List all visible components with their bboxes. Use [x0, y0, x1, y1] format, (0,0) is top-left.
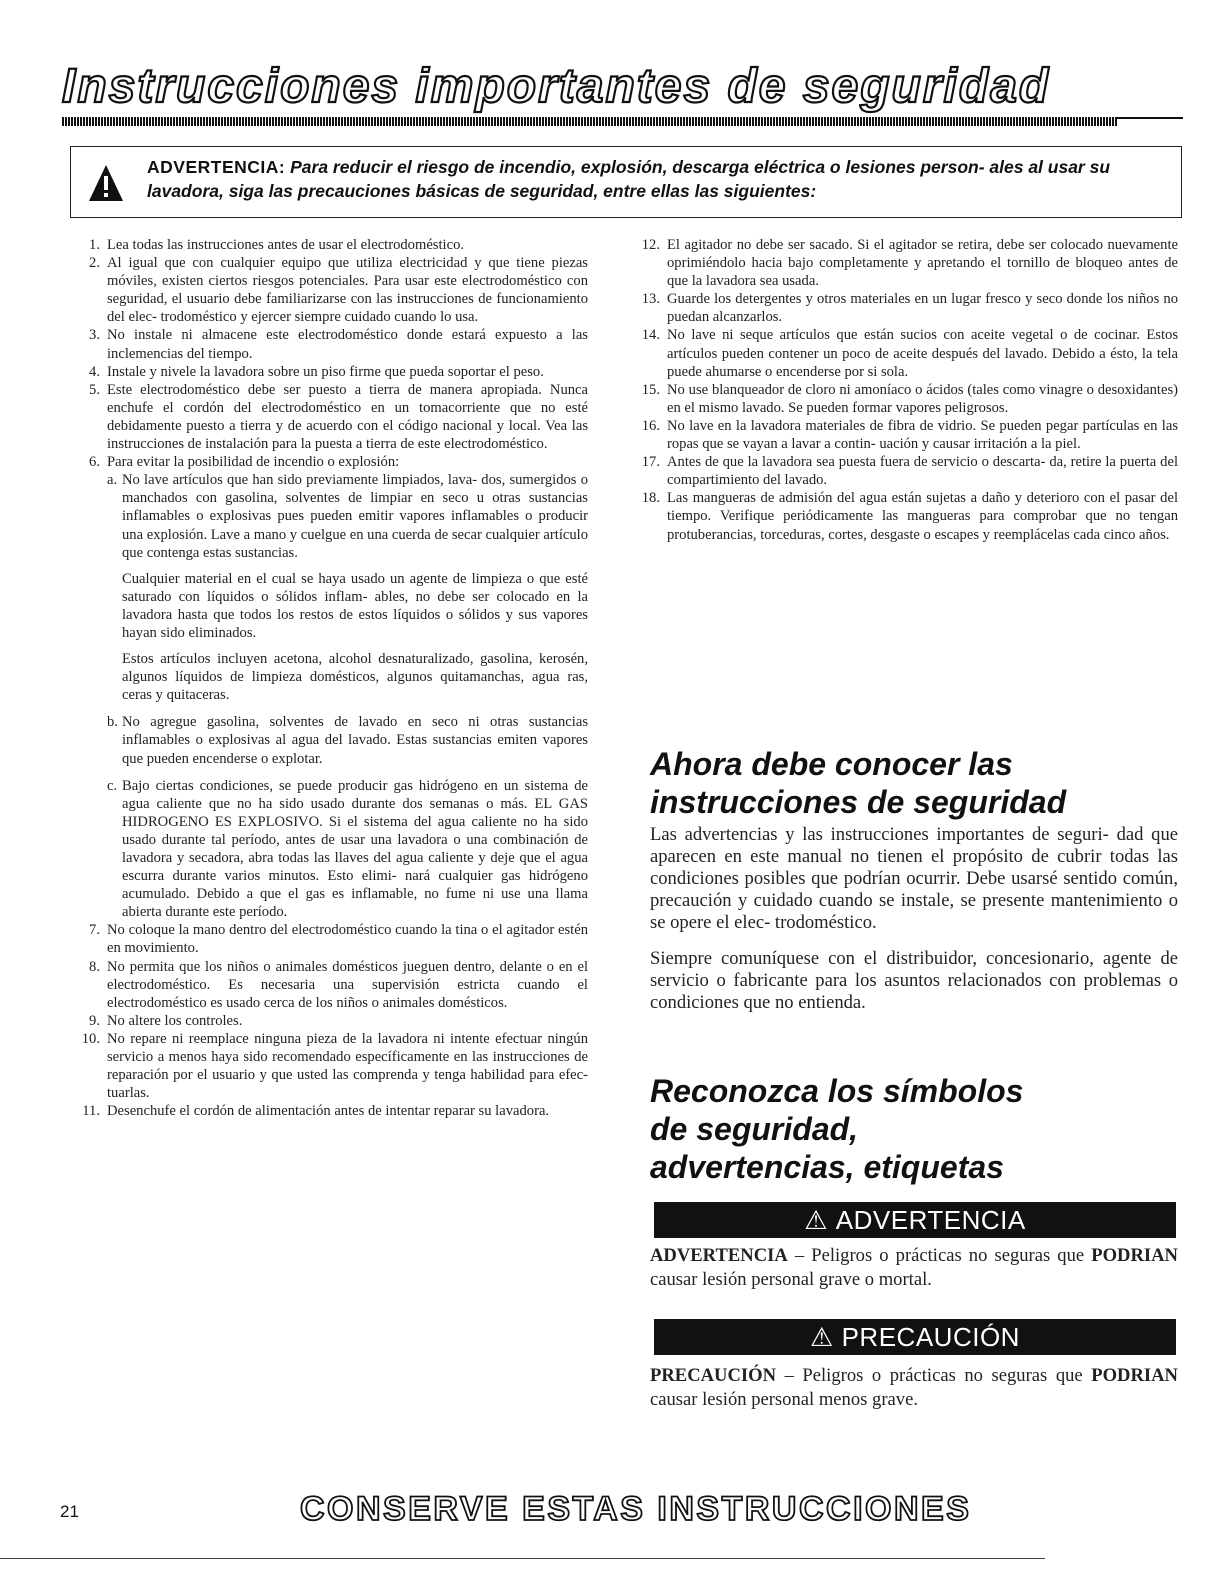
item-text: Este electrodoméstico debe ser puesto a tierra de manera apropiada. Nunca enchufe el cordón del electrodoméstico en un tomacorriente que no esté debidamente puesto a tierra y de acuerdo con el código nacional y local. Vea las instrucciones de instalación para la puesta a tierra de este electrodoméstico.: [107, 381, 588, 453]
warning-banner: [654, 1202, 1176, 1238]
item-number: 11.: [82, 1103, 100, 1120]
paragraph: Siempre comuníquese con el distribuidor, concesionario, agente de servicio o fabricante para los asuntos relacionados con problemas o condiciones que no entienda.: [650, 948, 1178, 1013]
list-item: [638, 417, 1178, 453]
list-item: [78, 1012, 588, 1030]
item-number: 6.: [89, 454, 100, 471]
emphasis-word: PODRIAN: [1091, 1245, 1178, 1266]
sub-item-paragraph: Estos artículos incluyen acetona, alcohol desnaturalizado, gasolina, kerosén, algunos líquidos de limpieza domésticos, algunos quitamanchas, agua ras, ceras y quitaceras.: [122, 651, 588, 704]
heading-line: Reconozca los símbolos: [650, 1073, 1024, 1109]
list-item: [78, 921, 588, 957]
warning-body: Para reducir el riesgo de incendio, explosión, descarga eléctrica o lesiones person- ales al usar su lavadora, siga las precauciones básicas de seguridad, entre ellas las siguientes:: [147, 157, 1111, 201]
section-heading-symbols: [650, 1072, 1023, 1186]
definition-text: – Peligros o prácticas no seguras que: [776, 1365, 1092, 1386]
heading-line: advertencias, etiquetas: [650, 1149, 1004, 1185]
item-number: 5.: [89, 381, 100, 398]
warning-banner-label: ADVERTENCIA: [835, 1205, 1026, 1235]
section-heading-now: [650, 745, 1066, 821]
item-text: No repare ni reemplace ninguna pieza de la lavadora ni intente efectuar ningún servicio a menos haya sido recomendado específicamente en las instrucciones de reparación por el usuario y que usted las comprenda y tenga habilidad para efec- tuarlas.: [107, 1030, 588, 1102]
list-item: [78, 363, 588, 381]
list-item: [638, 453, 1178, 489]
item-text: Las mangueras de admisión del agua están sujetas a daño y deterioro con el pasar del tiempo. Verifique periódicamente las mangueras para comprobar que no tengan protuberancias, torceduras, cortes, desgaste o escapes y reemplácelas cada cinco años.: [667, 490, 1178, 543]
sub-item: [78, 471, 588, 561]
safety-list-right: [638, 236, 1178, 544]
item-text: Para evitar la posibilidad de incendio o explosión:: [107, 454, 400, 471]
heading-line: de seguridad,: [650, 1111, 859, 1147]
sub-item-paragraph: Cualquier material en el cual se haya usado un agente de limpieza o que esté saturado con líquidos o sólidos inflam- ables, no debe ser colocado en la lavadora hasta que todos los restos de estos líquidos o sólidos y sus vapores hayan sido eliminados.: [122, 570, 588, 641]
list-item: [78, 326, 588, 362]
item-text: Antes de que la lavadora sea puesta fuera de servicio o descarta- da, retire la puerta del compartimiento del lavado.: [667, 454, 1178, 489]
list-item: [638, 381, 1178, 417]
item-text: Al igual que con cualquier equipo que utiliza electricidad y que tiene piezas móviles, existen ciertos riesgos potenciales. Para usar este electrodoméstico con seguridad, el usuario debe familiarizarse con las instrucciones de funcionamiento del elec- trodoméstico y ejercer siempre cuidado cuando lo usa.: [107, 255, 588, 326]
sub-item-label: b.: [107, 714, 118, 731]
caution-definition: [650, 1364, 1178, 1412]
warning-box: [70, 146, 1182, 218]
sub-item-text: No lave artículos que han sido previamente limpiados, lava- dos, sumergidos o manchados con gasolina, solventes de limpiar en seco u otras sustancias inflamables o explosivas pues pueden emitir vapores inflamables o producir una explosión. Lave a mano y cuelgue en una cuerda de secar cualquier artículo que contenga estas sustancias.: [122, 472, 588, 561]
list-item: [638, 236, 1178, 290]
heading-line: Ahora debe conocer las: [650, 746, 1013, 782]
item-number: 17.: [641, 454, 660, 471]
warning-definition: [650, 1244, 1178, 1292]
warning-triangle-icon: [88, 163, 124, 203]
item-text: No coloque la mano dentro del electrodoméstico cuando la tina o el agitador estén en movimiento.: [107, 922, 588, 957]
item-text: Guarde los detergentes y otros materiales en un lugar fresco y seco donde los niños no puedan alcanzarlos.: [667, 291, 1178, 326]
list-item: [638, 489, 1178, 543]
item-text: Lea todas las instrucciones antes de usar el electrodoméstico.: [107, 237, 465, 253]
section-now-body: [650, 824, 1178, 1028]
sub-item-label: c.: [107, 777, 118, 794]
warning-text: [147, 155, 1167, 203]
definition-text: causar lesión personal menos grave.: [650, 1389, 918, 1410]
item-text: No lave en la lavadora materiales de fibra de vidrio. Se pueden pegar partículas en las ropas que se vayan a lavar a contin- uación y causar irritación a la piel.: [667, 417, 1178, 453]
heading-line: instrucciones de seguridad: [650, 784, 1067, 820]
item-number: 8.: [89, 958, 100, 975]
item-text: Desenchufe el cordón de alimentación antes de intentar reparar su lavadora.: [107, 1103, 550, 1120]
footer-title: CONSERVE ESTAS INSTRUCCIONES: [300, 1490, 972, 1528]
page-number: 21: [60, 1502, 79, 1521]
safety-list-left: [78, 236, 588, 1120]
item-text: No permita que los niños o animales domésticos jueguen dentro, delante o en el electrodoméstico. Es necesaria una supervisión estricta cuando el electrodoméstico es usado cerca de los niños o animales domésticos.: [107, 958, 588, 1011]
paragraph: Las advertencias y las instrucciones importantes de seguri- dad que aparecen en este manual no tienen el propósito de cubrir todas las condiciones posibles que podrían ocurrir. Debe usarsé sentido común, precaución y cuidado cuando se instale, se presente mantenimiento o se opere el elec- trodoméstico.: [650, 824, 1178, 933]
emphasis-word: PODRIAN: [1091, 1365, 1178, 1386]
list-item: [638, 326, 1178, 380]
list-item: [78, 381, 588, 453]
warning-triangle-icon: ⚠: [810, 1322, 834, 1352]
item-number: 4.: [89, 363, 100, 380]
item-number: 10.: [81, 1030, 100, 1047]
sub-item-text: Bajo ciertas condiciones, se puede producir gas hidrógeno en un sistema de agua caliente que no ha sido usado durante dos semanas o más. EL GAS HIDROGENO ES EXPLOSIVO. Si el sistema del agua caliente no ha sido usado durante tal período, antes de usar una lavadora o una combinación de lavadora y secadora, abra todas las llaves del agua caliente y deje que el agua escurra durante varios minutos. Esto elimi- nará cualquier gas hidrógeno acumulado. Debido a que el gas es inflamable, no fume ni use una llama abierta durante este período.: [122, 777, 588, 921]
item-number: 7.: [89, 922, 100, 939]
sub-item-text: No agregue gasolina, solventes de lavado en seco ni otras sustancias inflamables o explosivas al agua del lavado. Estas sustancias emiten vapores que pueden encenderse o explotar.: [122, 714, 588, 767]
caution-banner: [654, 1319, 1176, 1355]
item-number: 14.: [641, 327, 660, 344]
item-number: 13.: [641, 291, 660, 308]
item-number: 3.: [89, 327, 100, 344]
item-number: 18.: [641, 490, 660, 507]
warning-triangle-icon: ⚠: [804, 1205, 829, 1235]
list-item: [78, 453, 588, 471]
page-title: Instrucciones importantes de seguridad: [62, 60, 1051, 113]
item-number: 2.: [89, 255, 100, 272]
item-number: 9.: [89, 1012, 100, 1029]
item-number: 1.: [89, 237, 100, 253]
item-text: El agitador no debe ser sacado. Si el agitador se retira, debe ser colocado nuevamente oprimiéndolo hacia bajo completamente y apretando el tornillo de bloqueo antes de que la lavadora sea usada.: [667, 237, 1178, 290]
caution-banner-label: PRECAUCIÓN: [841, 1322, 1020, 1352]
signal-word: ADVERTENCIA: [650, 1245, 788, 1266]
bottom-rule: [0, 1558, 1045, 1559]
list-item: [78, 236, 588, 254]
item-text: No use blanqueador de cloro ni amoníaco o ácidos (tales como vinagre o desoxidantes) en el mismo lavado. Se pueden formar vapores peligrosos.: [667, 381, 1178, 416]
definition-text: – Peligros o prácticas no seguras que: [787, 1245, 1092, 1266]
warning-lead: ADVERTENCIA:: [147, 157, 286, 177]
list-item: [638, 290, 1178, 326]
list-item: [78, 958, 588, 1012]
list-item: [78, 254, 588, 326]
definition-text: causar lesión personal grave o mortal.: [650, 1269, 932, 1290]
sub-item: [78, 777, 588, 922]
item-number: 15.: [641, 381, 660, 398]
item-text: No instale ni almacene este electrodoméstico donde estará expuesto a las inclemencias del tiempo.: [107, 327, 588, 362]
title-underline: [62, 117, 1117, 126]
signal-word: PRECAUCIÓN: [650, 1365, 777, 1386]
title-underline-tail: [1117, 117, 1183, 119]
item-text: No altere los controles.: [107, 1012, 243, 1029]
item-number: 16.: [641, 417, 660, 434]
item-number: 12.: [641, 237, 660, 253]
sub-item-label: a.: [107, 472, 118, 489]
list-item: [78, 1030, 588, 1102]
item-text: Instale y nivele la lavadora sobre un piso firme que pueda soportar el peso.: [107, 363, 544, 380]
sub-item: [78, 713, 588, 767]
item-text: No lave ni seque artículos que están sucios con aceite vegetal o de cocinar. Estos artículos pueden contener un poco de aceite después del lavado. Debido a ésto, la tela puede ahumarse o encenderse por si sola.: [667, 327, 1178, 380]
list-item: [78, 1102, 588, 1120]
